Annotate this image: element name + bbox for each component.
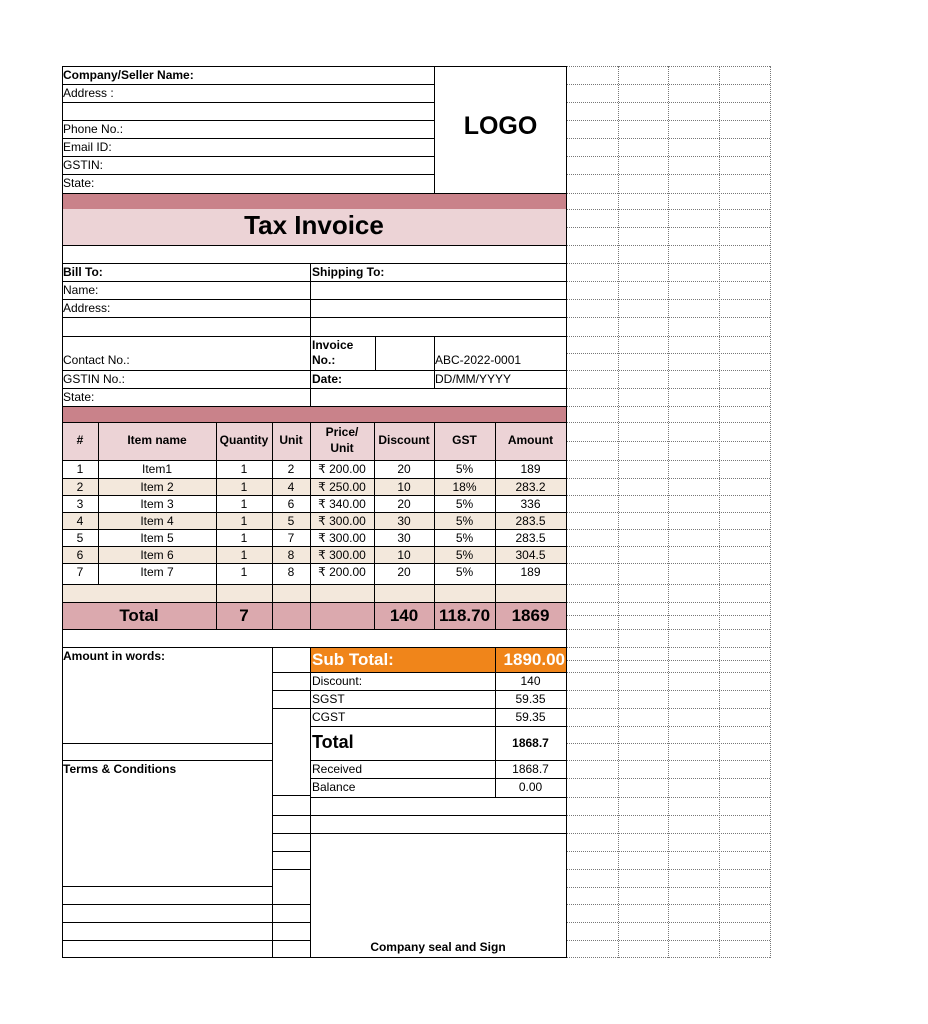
cell-item: Item 7 [140, 565, 174, 579]
cell-amount: 283.5 [515, 531, 546, 545]
grand-total-label: Total [312, 732, 354, 752]
total-label: Total [119, 606, 159, 625]
cell-item: Item 4 [140, 514, 174, 528]
line [62, 584, 566, 585]
gstin-label: GSTIN: [63, 158, 104, 172]
cell-item: Item1 [141, 462, 172, 476]
line [62, 422, 566, 423]
grid-row-line [566, 245, 770, 246]
frame-right [566, 66, 567, 958]
logo-placeholder: LOGO [463, 112, 538, 140]
col-header-discount: Discount [378, 433, 430, 447]
gstin-no-label: GSTIN No.: [63, 372, 126, 386]
line [62, 922, 310, 923]
grid-row-line [566, 957, 770, 958]
line [62, 629, 566, 630]
grid-row-line [566, 120, 770, 121]
cell-gst: 5% [455, 497, 474, 511]
sgst-label: SGST [312, 692, 345, 706]
cell-unit: 7 [287, 531, 295, 545]
date-label: Date: [312, 372, 343, 386]
grid-row-line [566, 940, 770, 941]
cell-amount: 189 [520, 462, 541, 476]
sgst-value: 59.35 [515, 692, 546, 706]
grid-row-line [566, 317, 770, 318]
grid-row-line [566, 138, 770, 139]
balance-value: 0.00 [518, 780, 543, 794]
address-label: Address : [63, 86, 114, 100]
grid-row-line [566, 904, 770, 905]
line [272, 690, 566, 691]
cell-qty: 1 [240, 462, 248, 476]
line [62, 263, 566, 264]
cell-discount: 30 [397, 514, 411, 528]
grid-row-line [566, 672, 770, 673]
grid-row-line [566, 797, 770, 798]
row-line [62, 495, 566, 496]
company-seal-label: Company seal and Sign [370, 940, 506, 954]
line [375, 336, 376, 370]
total-discount: 140 [389, 606, 419, 625]
grid-row-line [566, 102, 770, 103]
cell-amount: 336 [520, 497, 541, 511]
grid-row-line [566, 209, 770, 210]
email-label: Email ID: [63, 140, 112, 154]
bill-state-label: State: [63, 390, 95, 404]
line [62, 84, 434, 85]
line [62, 156, 434, 157]
cell-amount: 304.5 [515, 548, 546, 562]
total-quantity: 7 [239, 606, 249, 625]
line [62, 336, 566, 337]
cell-qty: 1 [240, 531, 248, 545]
grid-row-line [566, 478, 770, 479]
grid-row-line [566, 422, 770, 423]
grid-col-line [770, 66, 771, 958]
grid-row-line [566, 174, 770, 175]
bill-to-heading: Bill To: [63, 265, 103, 279]
line [272, 647, 273, 958]
line [272, 795, 310, 796]
cell-qty: 1 [240, 565, 248, 579]
bill-ship-divider [310, 263, 311, 406]
grid-row-line [566, 615, 770, 616]
grid-row-line [566, 263, 770, 264]
grid-row-line [566, 441, 770, 442]
frame-top [62, 66, 566, 67]
cell-item: Item 2 [140, 480, 174, 494]
grid-row-line [566, 227, 770, 228]
line [310, 797, 566, 798]
grid-row-line [566, 584, 770, 585]
col-header-item: Item name [127, 433, 187, 447]
grid-row-line [566, 851, 770, 852]
cell-discount: 10 [397, 480, 411, 494]
cell-item: Item 3 [140, 497, 174, 511]
grid-row-line [566, 156, 770, 157]
grid-row-line [566, 833, 770, 834]
line [62, 317, 566, 318]
cell-num: 6 [76, 548, 84, 562]
line [62, 299, 566, 300]
cell-discount: 20 [397, 462, 411, 476]
line [272, 672, 566, 673]
grid-row-line [566, 869, 770, 870]
grid-row-line [566, 460, 770, 461]
blank-row-bg [62, 584, 566, 602]
line [272, 815, 566, 816]
line [310, 778, 566, 779]
subtotal-value: 1890.00 [503, 650, 565, 669]
table-top-band [62, 406, 566, 422]
row-line [62, 478, 566, 479]
cell-num: 4 [76, 514, 84, 528]
cell-num: 1 [76, 462, 84, 476]
cell-num: 2 [76, 480, 84, 494]
cell-unit: 6 [287, 497, 295, 511]
total-amount: 1869 [511, 606, 550, 625]
grid-row-line [566, 708, 770, 709]
line [62, 174, 434, 175]
discount-label: Discount: [312, 674, 363, 688]
invoice-number-value: ABC-2022-0001 [435, 353, 522, 367]
amount-in-words-label: Amount in words: [63, 649, 165, 663]
cell-unit: 5 [287, 514, 295, 528]
cell-gst: 18% [452, 480, 477, 494]
line [62, 388, 566, 389]
cgst-value: 59.35 [515, 710, 546, 724]
cell-discount: 20 [397, 565, 411, 579]
total-gst: 118.70 [438, 606, 491, 625]
grid-row-line [566, 922, 770, 923]
cell-price: ₹ 300.00 [318, 514, 366, 528]
grid-row-line [566, 370, 770, 371]
line [62, 281, 566, 282]
line [62, 102, 434, 103]
cell-discount: 30 [397, 531, 411, 545]
grid-row-line [566, 647, 770, 648]
line [62, 904, 310, 905]
shipping-to-heading: Shipping To: [312, 265, 385, 279]
cell-num: 7 [76, 565, 84, 579]
subtotal-label: Sub Total: [312, 650, 394, 669]
cell-discount: 20 [397, 497, 411, 511]
discount-value: 140 [520, 674, 541, 688]
cell-gst: 5% [455, 565, 474, 579]
col-header-price-line2: Unit [330, 441, 354, 455]
invoice-title: Tax Invoice [244, 210, 384, 240]
received-label: Received [312, 762, 363, 776]
col-header-quantity: Quantity [219, 433, 269, 447]
grid-row-line [566, 66, 770, 67]
cell-qty: 1 [240, 480, 248, 494]
terms-box [62, 760, 273, 887]
grid-row-line [566, 778, 770, 779]
line [310, 760, 566, 761]
grid-row-line [566, 760, 770, 761]
balance-label: Balance [312, 780, 356, 794]
name-label: Name: [63, 283, 99, 297]
line [310, 647, 311, 958]
invoice-no-label-line2: No.: [312, 353, 336, 367]
received-value: 1868.7 [512, 762, 549, 776]
cell-unit: 2 [287, 462, 295, 476]
cgst-label: CGST [312, 710, 346, 724]
cell-gst: 5% [455, 548, 474, 562]
cell-gst: 5% [455, 531, 474, 545]
terms-label: Terms & Conditions [63, 762, 177, 776]
company-name-label: Company/Seller Name: [63, 68, 194, 82]
grid-row-line [566, 299, 770, 300]
grid-row-line [566, 690, 770, 691]
col-header-unit: Unit [279, 433, 303, 447]
col-header-amount: Amount [507, 433, 554, 447]
cell-item: Item 6 [140, 548, 174, 562]
frame-bottom [62, 957, 566, 958]
cell-num: 5 [76, 531, 84, 545]
cell-item: Item 5 [140, 531, 174, 545]
cell-gst: 5% [455, 462, 474, 476]
contact-label: Contact No.: [63, 353, 130, 367]
grid-row-line [566, 495, 770, 496]
grid-row-line [566, 887, 770, 888]
cell-amount: 283.5 [515, 514, 546, 528]
cell-price: ₹ 200.00 [318, 462, 366, 476]
line [62, 940, 310, 941]
cell-price: ₹ 300.00 [318, 548, 366, 562]
cell-qty: 1 [240, 497, 248, 511]
bill-address-label: Address: [63, 301, 111, 315]
grid-row-line [566, 281, 770, 282]
state-label: State: [63, 176, 95, 190]
line [272, 851, 310, 852]
line [272, 833, 566, 834]
cell-qty: 1 [240, 548, 248, 562]
grid-row-line [566, 815, 770, 816]
grand-total-value: 1868.7 [512, 736, 549, 750]
line [272, 869, 310, 870]
grid-row-line [566, 336, 770, 337]
line [62, 138, 434, 139]
cell-amount: 283.2 [515, 480, 546, 494]
cell-unit: 8 [287, 565, 295, 579]
line [62, 370, 566, 371]
grid-row-line [566, 629, 770, 630]
cell-price: ₹ 340.00 [318, 497, 366, 511]
cell-num: 3 [76, 497, 84, 511]
line [62, 193, 566, 194]
line [62, 460, 566, 461]
cell-discount: 10 [397, 548, 411, 562]
grid-row-line [566, 563, 770, 564]
grid-row-line [566, 743, 770, 744]
grid-row-line [566, 660, 770, 661]
col-header-gst: GST [452, 433, 477, 447]
header-band [62, 193, 566, 209]
invoice-no-label-line1: Invoice [312, 338, 354, 352]
row-line [62, 512, 566, 513]
grid-row-line [566, 602, 770, 603]
grid-row-line [566, 726, 770, 727]
grid-row-line [566, 546, 770, 547]
grid-row-line [566, 353, 770, 354]
grid-row-line [566, 529, 770, 530]
grid-row-line [566, 388, 770, 389]
line [272, 708, 566, 709]
phone-label: Phone No.: [63, 122, 124, 136]
line [62, 120, 434, 121]
line [62, 245, 566, 246]
cell-amount: 189 [520, 565, 541, 579]
row-line [62, 529, 566, 530]
col-header-price-line1: Price/ [325, 425, 359, 439]
cell-price: ₹ 300.00 [318, 531, 366, 545]
cell-qty: 1 [240, 514, 248, 528]
cell-price: ₹ 200.00 [318, 565, 366, 579]
line [310, 726, 566, 727]
line [62, 602, 566, 603]
cell-price: ₹ 250.00 [318, 480, 366, 494]
grid-row-line [566, 84, 770, 85]
cell-unit: 8 [287, 548, 295, 562]
grid-row-line [566, 193, 770, 194]
cell-gst: 5% [455, 514, 474, 528]
date-value: DD/MM/YYYY [435, 372, 512, 386]
line [62, 406, 566, 407]
col-header-num: # [76, 433, 84, 447]
row-line [62, 563, 566, 564]
grid-row-line [566, 512, 770, 513]
cell-unit: 4 [287, 480, 295, 494]
row-line [62, 546, 566, 547]
grid-row-line [566, 406, 770, 407]
